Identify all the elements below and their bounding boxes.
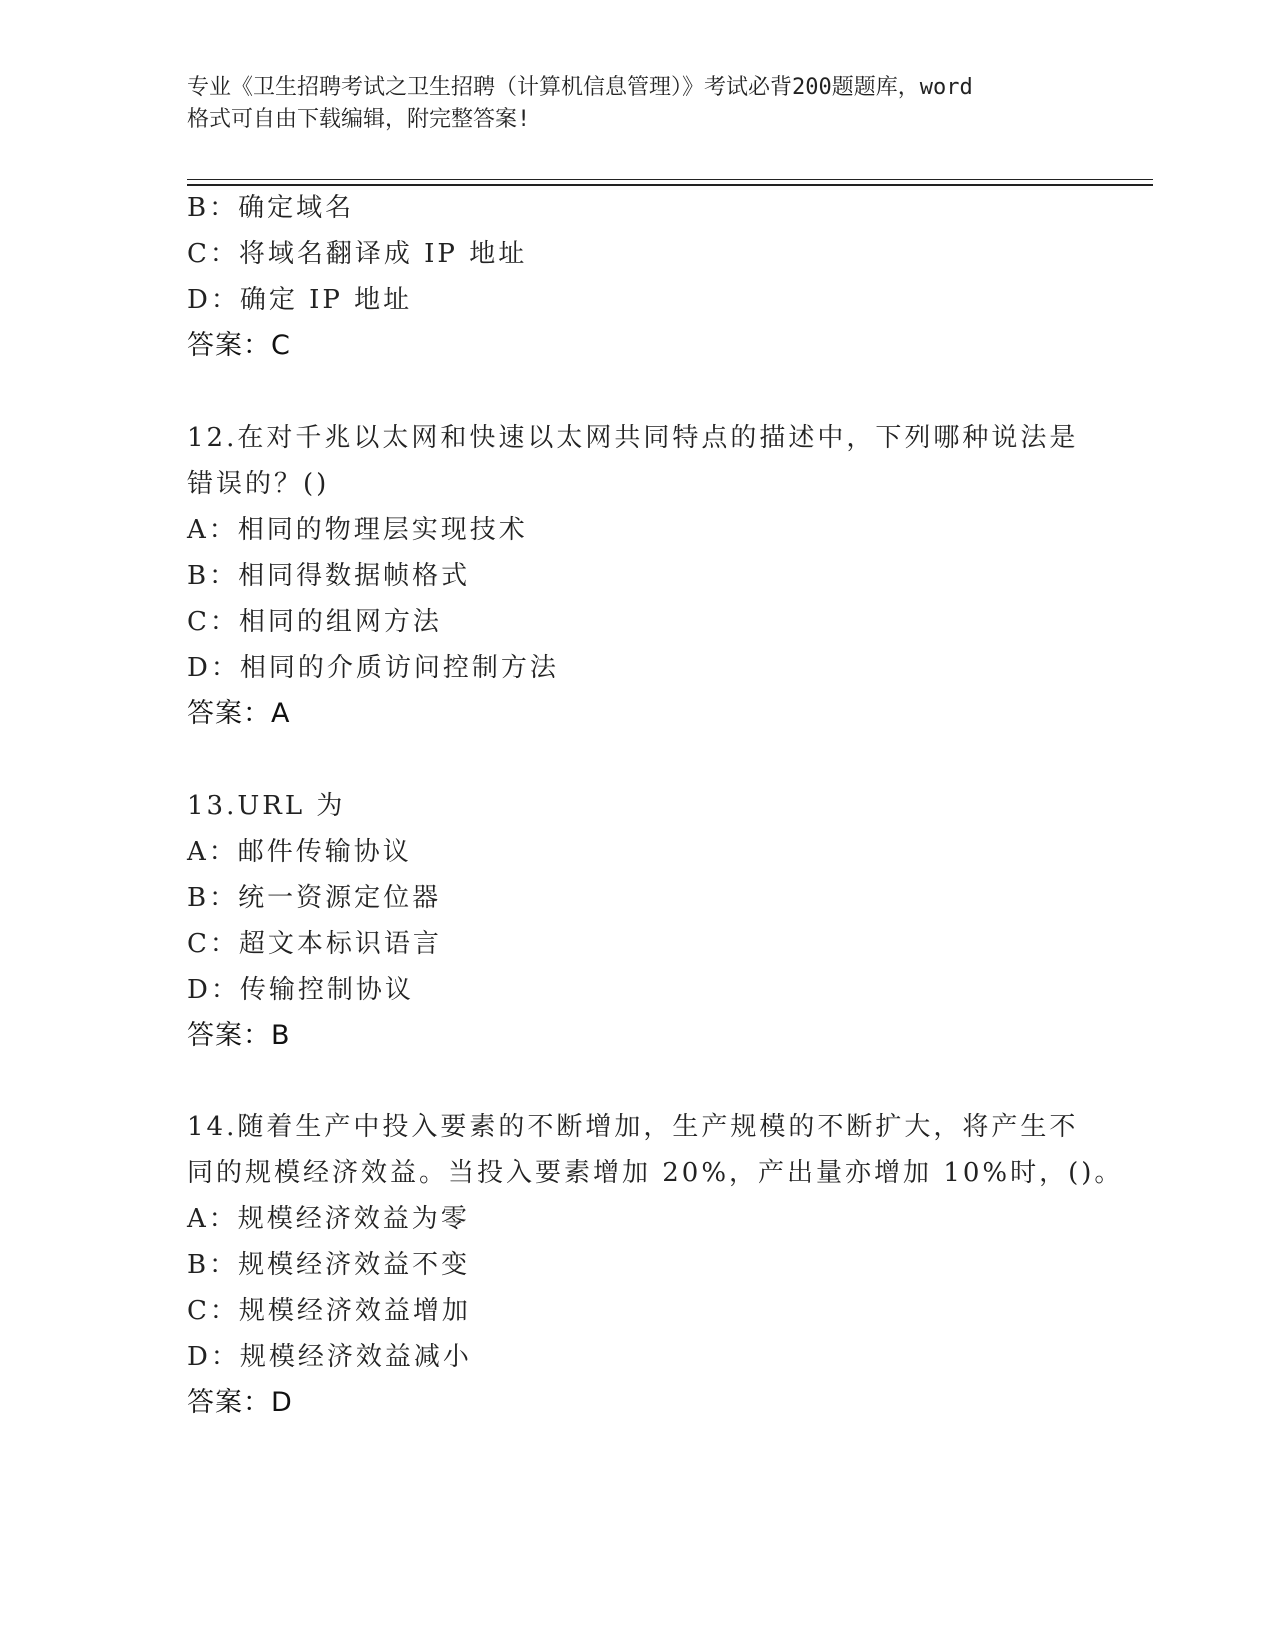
q11-answer: 答案：C [187,330,291,361]
q13-answer: 答案：B [187,1020,291,1051]
q14-option-c: C：规模经济效益增加 [187,1296,471,1326]
q13-question: 13.URL 为 [187,791,346,821]
q13-option-b: B：统一资源定位器 [187,883,442,913]
header-line-1: 专业《卫生招聘考试之卫生招聘（计算机信息管理）》考试必背200题题库，word [187,75,973,100]
q11-option-c: C：将域名翻译成 IP 地址 [187,239,528,269]
q12-option-c: C：相同的组网方法 [187,607,442,637]
q12-option-a: A：相同的物理层实现技术 [187,515,528,545]
q14-answer: 答案：D [187,1387,293,1418]
header-divider-thick [187,184,1153,186]
q12-option-d: D：相同的介质访问控制方法 [187,653,559,683]
q12-answer: 答案：A [187,698,291,729]
q14-option-a: A：规模经济效益为零 [187,1204,470,1234]
q13-option-c: C：超文本标识语言 [187,929,442,959]
q13-option-d: D：传输控制协议 [187,975,414,1005]
q14-question-line-2: 同的规模经济效益。当投入要素增加 20%，产出量亦增加 10%时，()。 [187,1158,1124,1188]
header-divider-thin [187,179,1153,180]
q13-option-a: A：邮件传输协议 [187,837,412,867]
q12-question-line-1: 12.在对千兆以太网和快速以太网共同特点的描述中，下列哪种说法是 [187,423,1079,453]
q11-option-b: B：确定域名 [187,193,355,223]
q14-option-b: B：规模经济效益不变 [187,1250,471,1280]
header-line-2: 格式可自由下载编辑，附完整答案! [187,107,531,132]
q14-question-line-1: 14.随着生产中投入要素的不断增加，生产规模的不断扩大，将产生不 [187,1112,1079,1142]
q12-question-line-2: 错误的？() [187,469,330,499]
q11-option-d: D：确定 IP 地址 [187,285,413,315]
q14-option-d: D：规模经济效益减小 [187,1342,472,1372]
document-header [187,72,1087,136]
q12-option-b: B：相同得数据帧格式 [187,561,471,591]
